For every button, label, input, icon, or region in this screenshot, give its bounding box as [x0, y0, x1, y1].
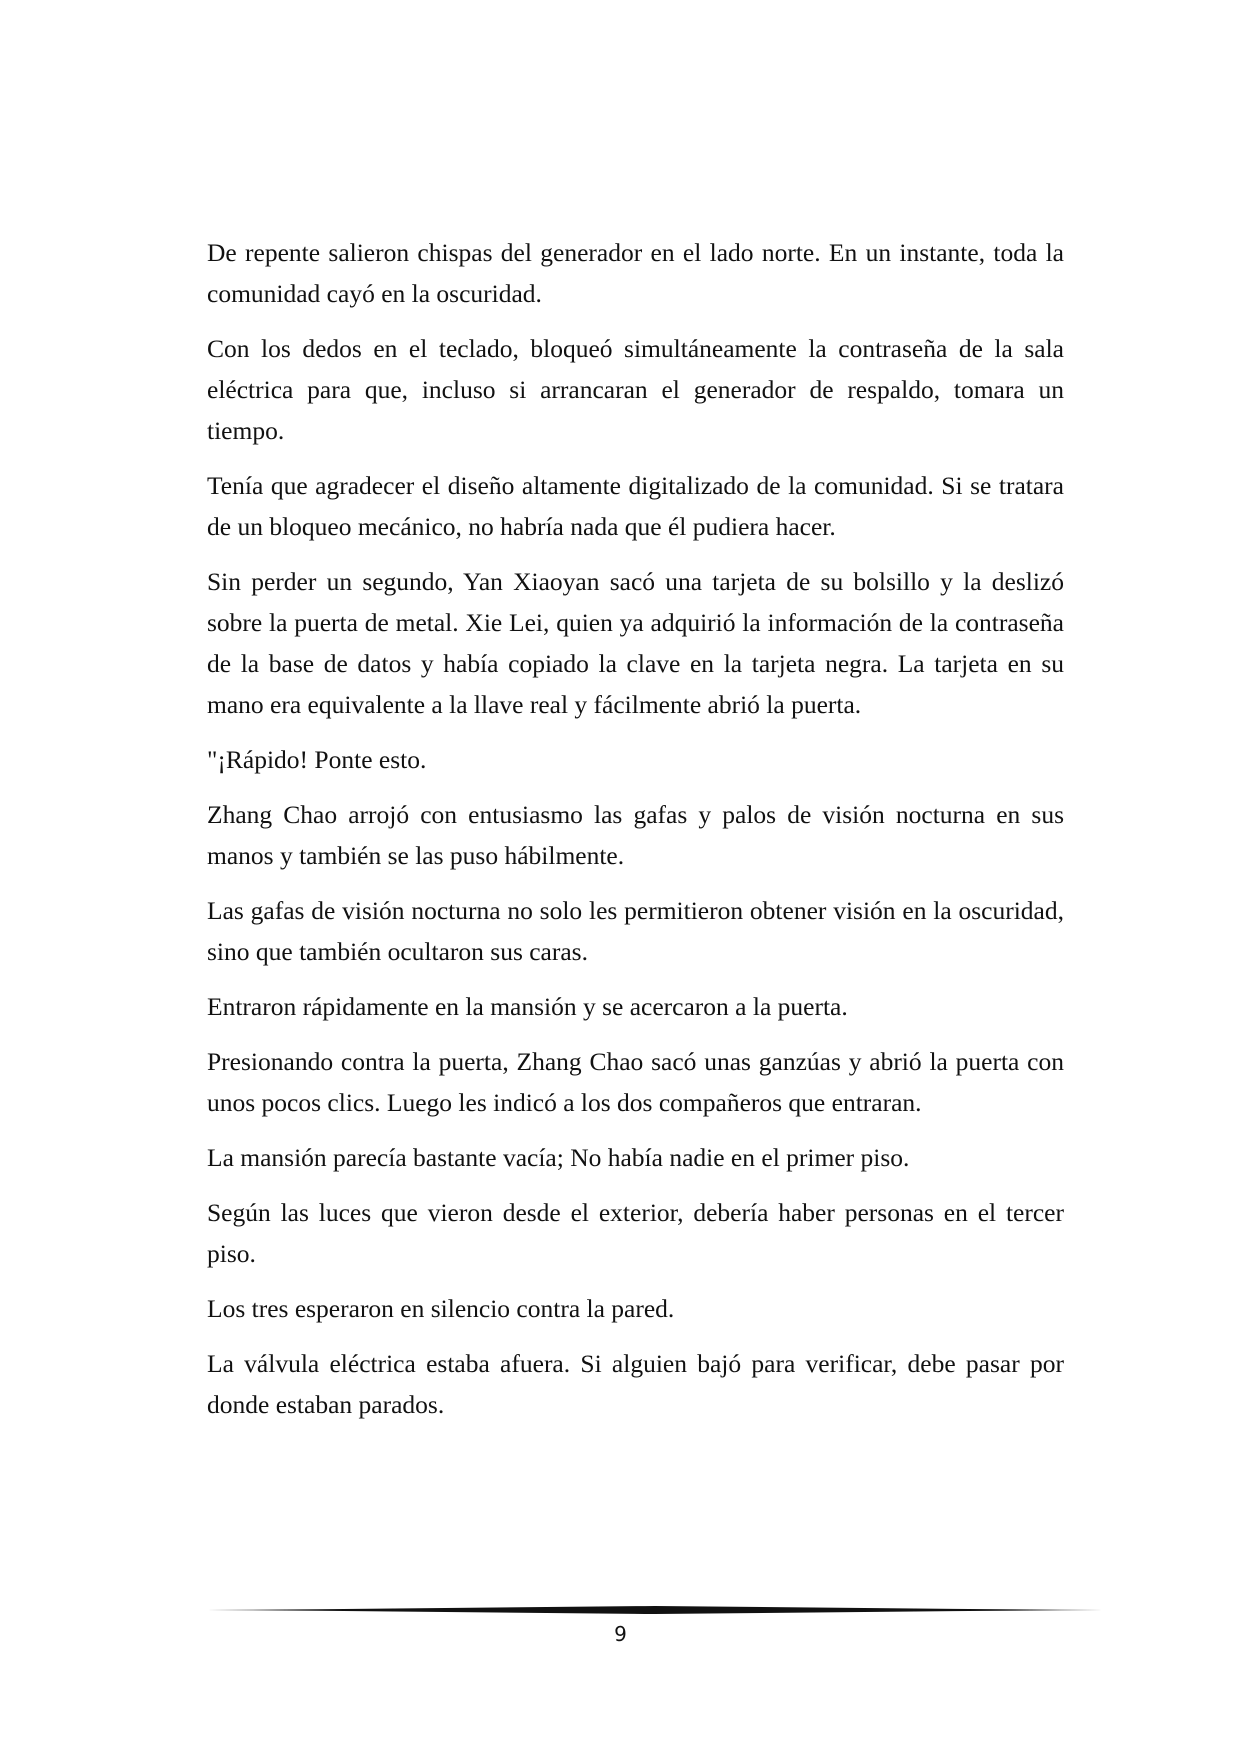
- paragraph: Entraron rápidamente en la mansión y se acercaron a la puerta.: [207, 992, 848, 1021]
- paragraph: Presionando contra la puerta, Zhang Chao sacó unas ganzúas y abrió la puerta con unos pocos clics. Luego les indicó a los dos compañeros que entraran.: [207, 1047, 1064, 1117]
- paragraph: "¡Rápido! Ponte esto.: [207, 745, 427, 774]
- paragraph: Zhang Chao arrojó con entusiasmo las gafas y palos de visión nocturna en sus manos y también se las puso hábilmente.: [207, 800, 1064, 870]
- paragraph: De repente salieron chispas del generador en el lado norte. En un instante, toda la comunidad cayó en la oscuridad.: [207, 238, 1064, 308]
- paragraph: Con los dedos en el teclado, bloqueó simultáneamente la contraseña de la sala eléctrica para que, incluso si arrancaran el generador de respaldo, tomara un tiempo.: [207, 334, 1064, 445]
- paragraph: La válvula eléctrica estaba afuera. Si alguien bajó para verificar, debe pasar por donde estaban parados.: [207, 1349, 1064, 1419]
- paragraph: Las gafas de visión nocturna no solo les permitieron obtener visión en la oscuridad, sino que también ocultaron sus caras.: [207, 896, 1064, 966]
- paragraph: Los tres esperaron en silencio contra la pared.: [207, 1294, 675, 1323]
- paragraph: Tenía que agradecer el diseño altamente digitalizado de la comunidad. Si se tratara de un bloqueo mecánico, no habría nada que él pudiera hacer.: [207, 471, 1064, 541]
- footer-divider: [207, 1604, 1103, 1616]
- body-text: [207, 232, 1064, 1439]
- paragraph: Sin perder un segundo, Yan Xiaoyan sacó una tarjeta de su bolsillo y la deslizó sobre la puerta de metal. Xie Lei, quien ya adquirió la información de la contraseña de la base de datos y había copiado la clave en la tarjeta negra. La tarjeta en su mano era equivalente a la llave real y fácilmente abrió la puerta.: [207, 567, 1064, 719]
- paragraph: Según las luces que vieron desde el exterior, debería haber personas en el tercer piso.: [207, 1198, 1064, 1268]
- page-number: 9: [614, 1622, 627, 1646]
- paragraph: La mansión parecía bastante vacía; No había nadie en el primer piso.: [207, 1143, 910, 1172]
